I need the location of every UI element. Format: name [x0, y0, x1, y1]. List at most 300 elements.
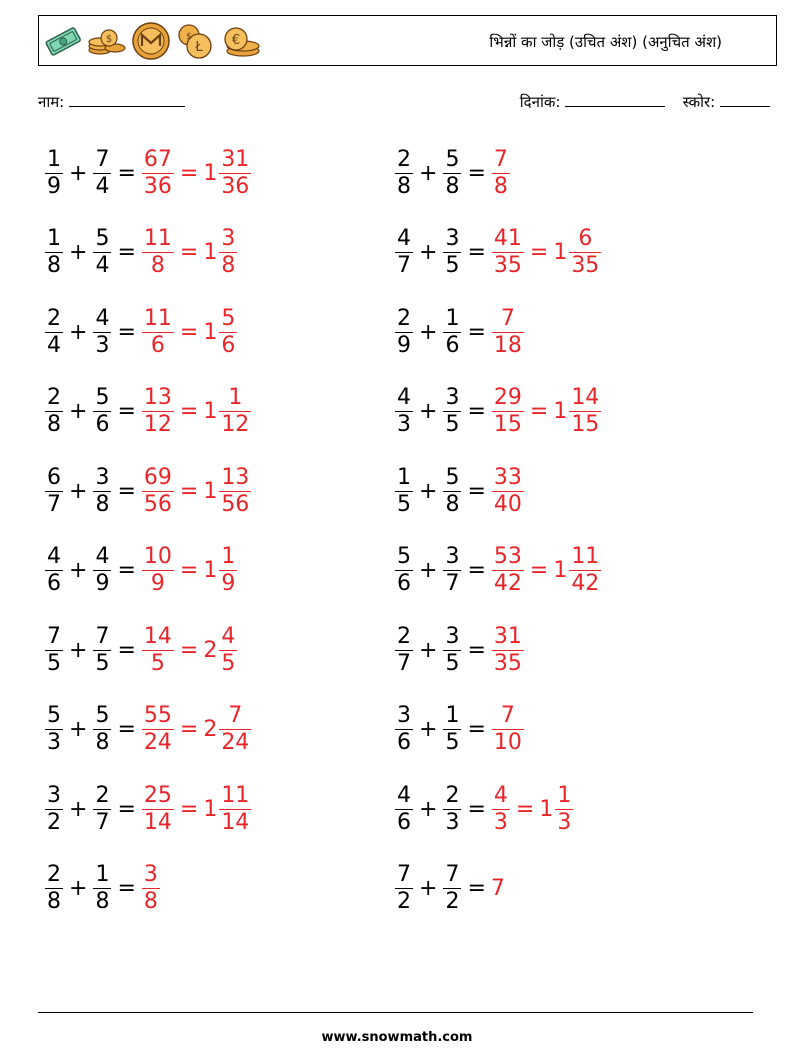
denominator: 2 [397, 889, 411, 914]
euro-coin-stack-icon [219, 24, 263, 58]
denominator: 5 [95, 650, 110, 676]
denominator: 9 [221, 571, 236, 596]
whole-number-answer: 7 [490, 876, 505, 901]
mixed-fraction-part [219, 783, 251, 836]
denominator: 8 [445, 173, 460, 199]
improper-fraction-answer [142, 703, 174, 756]
numerator: 3 [397, 703, 411, 728]
mixed-fraction-part [219, 703, 251, 756]
numerator: 31 [221, 146, 250, 172]
date-label: दिनांक: [519, 93, 561, 111]
denominator: 9 [47, 173, 61, 199]
denominator: 6 [47, 571, 61, 596]
plus-sign: + [69, 478, 88, 504]
answer [141, 385, 252, 438]
mixed-fraction-part [219, 465, 251, 518]
numerator: 67 [143, 146, 172, 172]
name-field [38, 92, 185, 112]
numerator: 4 [493, 782, 508, 808]
equals-sign: = [515, 796, 535, 822]
addend-fraction [93, 544, 111, 597]
answer [491, 624, 525, 677]
numerator: 4 [397, 226, 411, 251]
denominator: 12 [143, 412, 172, 437]
mixed-fraction-part [569, 385, 601, 438]
answer [141, 703, 252, 756]
addend-fraction [93, 862, 111, 915]
denominator: 7 [397, 253, 411, 278]
problem-15 [44, 698, 252, 762]
date-score-fields [520, 92, 770, 112]
denominator: 6 [397, 571, 411, 596]
addend-fraction [443, 385, 461, 438]
date-blank[interactable] [565, 92, 665, 107]
plus-sign: + [419, 160, 438, 186]
problem-9 [44, 459, 252, 523]
improper-fraction-answer [142, 862, 160, 915]
problem-20 [394, 857, 505, 921]
numerator: 11 [143, 305, 172, 331]
svg-text:Ł: Ł [195, 40, 203, 55]
improper-fraction-answer [142, 226, 174, 279]
plus-sign: + [419, 319, 438, 345]
equals-sign: = [179, 558, 199, 583]
denominator: 9 [397, 332, 411, 358]
mixed-fraction-part [219, 306, 237, 359]
problem-18 [394, 777, 574, 841]
problem-11 [44, 539, 238, 603]
denominator: 18 [493, 332, 522, 358]
equals-sign: = [179, 796, 199, 822]
improper-fraction-answer [142, 306, 174, 359]
footer-divider [38, 1012, 753, 1013]
score-label: स्कोर: [682, 93, 716, 111]
numerator: 2 [95, 782, 110, 808]
denominator: 56 [143, 491, 172, 517]
denominator: 8 [397, 173, 411, 199]
mixed-fraction-part [219, 147, 251, 200]
answer [491, 544, 602, 597]
denominator: 8 [221, 253, 236, 278]
answer [141, 226, 238, 279]
problem-10 [394, 459, 525, 523]
equals-sign: = [467, 240, 486, 265]
addend-fraction [443, 862, 461, 915]
worksheet-title: भिन्नों का जोड़ (उचित अंश) (अनुचित अंश) [489, 33, 722, 51]
equals-sign: = [467, 717, 486, 742]
improper-fraction-answer [142, 147, 174, 200]
numerator: 6 [578, 226, 593, 251]
improper-fraction-answer [492, 306, 524, 359]
problem-7 [44, 380, 252, 444]
coin-stack-icon [87, 26, 127, 56]
problem-2 [394, 141, 511, 205]
addend-fraction [443, 465, 461, 518]
answer [141, 783, 252, 836]
whole-part: 1 [553, 558, 568, 583]
numerator: 25 [143, 782, 172, 808]
numerator: 4 [47, 544, 61, 569]
denominator: 4 [47, 332, 61, 358]
footer-url: www.snowmath.com [321, 1030, 473, 1045]
plus-sign: + [419, 478, 438, 504]
problem-17 [44, 777, 252, 841]
plus-sign: + [69, 876, 88, 901]
denominator: 5 [150, 650, 165, 676]
denominator: 36 [221, 173, 250, 199]
numerator: 14 [571, 385, 600, 410]
denominator: 6 [150, 332, 165, 358]
denominator: 6 [95, 412, 110, 437]
numerator: 7 [95, 623, 110, 649]
numerator: 3 [47, 782, 61, 808]
plus-sign: + [69, 717, 88, 742]
numerator: 5 [445, 146, 460, 172]
denominator: 36 [143, 173, 172, 199]
equals-sign: = [117, 717, 136, 742]
mixed-fraction-part [555, 783, 573, 836]
numerator: 31 [493, 623, 522, 649]
numerator: 53 [493, 544, 522, 569]
answer [491, 783, 574, 836]
plus-sign: + [419, 399, 438, 424]
mixed-fraction-part [569, 544, 601, 597]
numerator: 13 [221, 464, 250, 490]
denominator: 8 [47, 889, 61, 914]
plus-sign: + [69, 160, 88, 186]
numerator: 7 [500, 703, 515, 728]
answer [141, 465, 252, 518]
numerator: 33 [493, 464, 522, 490]
problem-8 [394, 380, 602, 444]
equals-sign: = [529, 399, 549, 424]
improper-fraction-answer [492, 226, 524, 279]
addend-fraction [443, 703, 461, 756]
answer [141, 306, 238, 359]
svg-text:$: $ [186, 32, 192, 42]
equals-sign: = [529, 558, 549, 583]
worksheet-header [38, 15, 777, 66]
addend-fraction [93, 703, 111, 756]
denominator: 2 [47, 809, 61, 835]
numerator: 1 [397, 464, 411, 490]
addend-fraction [45, 226, 63, 279]
mixed-fraction-part [219, 226, 237, 279]
addend-fraction [395, 703, 413, 756]
numerator: 3 [445, 226, 460, 251]
denominator: 3 [445, 809, 460, 835]
numerator: 2 [445, 782, 460, 808]
equals-sign: = [179, 478, 199, 504]
equals-sign: = [117, 240, 136, 265]
denominator: 15 [571, 412, 600, 437]
denominator: 8 [47, 253, 61, 278]
mixed-fraction-part [569, 226, 601, 279]
numerator: 14 [143, 623, 172, 649]
numerator: 3 [221, 226, 236, 251]
mixed-fraction-part [219, 624, 237, 677]
answer [491, 147, 511, 200]
equals-sign: = [179, 399, 199, 424]
numerator: 11 [221, 782, 250, 808]
numerator: 1 [47, 226, 61, 251]
answer [491, 226, 602, 279]
plus-sign: + [69, 558, 88, 583]
plus-sign: + [69, 796, 88, 822]
addend-fraction [395, 465, 413, 518]
denominator: 56 [221, 491, 250, 517]
numerator: 1 [445, 703, 460, 728]
problem-13 [44, 618, 238, 682]
plus-sign: + [419, 796, 438, 822]
denominator: 8 [445, 491, 460, 517]
numerator: 5 [95, 226, 110, 251]
problem-19 [44, 857, 161, 921]
numerator: 4 [95, 305, 110, 331]
numerator: 7 [228, 703, 243, 728]
denominator: 8 [493, 173, 508, 199]
denominator: 14 [221, 809, 250, 835]
numerator: 5 [95, 385, 110, 410]
denominator: 24 [143, 730, 172, 755]
numerator: 5 [95, 703, 110, 728]
equals-sign: = [179, 240, 199, 265]
improper-fraction-answer [142, 624, 174, 677]
numerator: 5 [221, 305, 236, 331]
whole-part: 1 [203, 240, 218, 265]
numerator: 7 [493, 146, 508, 172]
denominator: 35 [493, 650, 522, 676]
denominator: 12 [221, 412, 250, 437]
addend-fraction [45, 465, 63, 518]
answer [491, 876, 505, 901]
numerator: 7 [95, 146, 110, 172]
denominator: 5 [221, 650, 236, 676]
improper-fraction-answer [142, 465, 174, 518]
numerator: 1 [221, 544, 236, 569]
addend-fraction [45, 862, 63, 915]
denominator: 42 [493, 571, 522, 596]
answer [491, 385, 602, 438]
denominator: 8 [47, 412, 61, 437]
addend-fraction [443, 306, 461, 359]
equals-sign: = [179, 637, 199, 663]
addend-fraction [443, 544, 461, 597]
denominator: 42 [571, 571, 600, 596]
addend-fraction [93, 783, 111, 836]
numerator: 55 [143, 703, 172, 728]
equals-sign: = [467, 876, 486, 901]
equals-sign: = [467, 399, 486, 424]
equals-sign: = [117, 160, 136, 186]
addend-fraction [45, 147, 63, 200]
denominator: 3 [557, 809, 572, 835]
answer [491, 306, 525, 359]
denominator: 5 [445, 730, 460, 755]
numerator: 5 [47, 703, 61, 728]
problem-12 [394, 539, 602, 603]
addend-fraction [443, 226, 461, 279]
addend-fraction [45, 544, 63, 597]
problem-3 [44, 221, 238, 285]
whole-part: 1 [539, 796, 554, 822]
numerator: 2 [47, 385, 61, 410]
denominator: 5 [445, 253, 460, 278]
addend-fraction [395, 385, 413, 438]
plus-sign: + [419, 717, 438, 742]
denominator: 2 [445, 889, 460, 914]
answer [491, 465, 525, 518]
header-icons [43, 20, 263, 62]
plus-sign: + [419, 558, 438, 583]
svg-text:€: € [231, 33, 241, 48]
addend-fraction [93, 385, 111, 438]
banknote-icon [43, 26, 83, 56]
plus-sign: + [419, 240, 438, 265]
improper-fraction-answer [492, 544, 524, 597]
plus-sign: + [419, 876, 438, 901]
answer [491, 703, 525, 756]
equals-sign: = [467, 558, 486, 583]
numerator: 1 [47, 146, 61, 172]
mixed-fraction-part [219, 544, 237, 597]
plus-sign: + [69, 637, 88, 663]
improper-fraction-answer [492, 465, 524, 518]
answer [141, 544, 238, 597]
addend-fraction [395, 862, 413, 915]
addend-fraction [443, 783, 461, 836]
equals-sign: = [117, 558, 136, 583]
addend-fraction [93, 306, 111, 359]
numerator: 29 [493, 385, 522, 410]
whole-part: 1 [203, 558, 218, 583]
denominator: 8 [95, 889, 110, 914]
numerator: 7 [47, 623, 61, 649]
addend-fraction [45, 624, 63, 677]
whole-part: 1 [203, 796, 218, 822]
denominator: 7 [445, 571, 460, 596]
improper-fraction-answer [492, 147, 510, 200]
equals-sign: = [117, 876, 136, 901]
equals-sign: = [179, 717, 199, 742]
numerator: 6 [47, 464, 61, 490]
numerator: 3 [143, 862, 158, 887]
improper-fraction-answer [492, 624, 524, 677]
denominator: 5 [47, 650, 61, 676]
addend-fraction [395, 306, 413, 359]
numerator: 41 [493, 226, 522, 251]
denominator: 4 [95, 173, 110, 199]
plus-sign: + [69, 399, 88, 424]
numerator: 13 [143, 385, 172, 410]
denominator: 8 [143, 889, 158, 914]
numerator: 2 [47, 862, 61, 887]
denominator: 5 [445, 412, 460, 437]
problem-6 [394, 300, 525, 364]
denominator: 3 [493, 809, 508, 835]
addend-fraction [45, 703, 63, 756]
addend-fraction [93, 465, 111, 518]
denominator: 8 [95, 730, 110, 755]
denominator: 8 [150, 253, 165, 278]
denominator: 10 [493, 730, 522, 755]
svg-text:$: $ [105, 34, 113, 45]
numerator: 4 [95, 544, 110, 569]
whole-part: 1 [553, 399, 568, 424]
addend-fraction [45, 783, 63, 836]
denominator: 6 [445, 332, 460, 358]
denominator: 24 [221, 730, 250, 755]
denominator: 35 [493, 253, 522, 278]
denominator: 35 [571, 253, 600, 278]
numerator: 7 [500, 305, 515, 331]
equals-sign: = [467, 637, 486, 663]
denominator: 3 [397, 412, 411, 437]
denominator: 15 [493, 412, 522, 437]
denominator: 4 [95, 253, 110, 278]
name-label: नाम: [38, 93, 65, 111]
equals-sign: = [179, 319, 199, 345]
addend-fraction [395, 544, 413, 597]
denominator: 7 [95, 809, 110, 835]
denominator: 3 [47, 730, 61, 755]
denominator: 9 [150, 571, 165, 596]
numerator: 7 [445, 862, 460, 887]
addend-fraction [395, 624, 413, 677]
improper-fraction-answer [142, 544, 174, 597]
whole-part: 1 [553, 240, 568, 265]
numerator: 3 [445, 385, 460, 410]
equals-sign: = [117, 796, 136, 822]
numerator: 5 [397, 544, 411, 569]
score-blank[interactable] [720, 92, 770, 107]
equals-sign: = [179, 160, 199, 186]
numerator: 2 [397, 623, 411, 649]
whole-part: 2 [203, 637, 218, 663]
plus-sign: + [69, 319, 88, 345]
denominator: 7 [47, 491, 61, 517]
equals-sign: = [467, 478, 486, 504]
denominator: 7 [397, 650, 411, 676]
numerator: 1 [95, 862, 110, 887]
numerator: 3 [445, 623, 460, 649]
numerator: 11 [143, 226, 172, 251]
addend-fraction [443, 147, 461, 200]
numerator: 11 [571, 544, 600, 569]
numerator: 3 [445, 544, 460, 569]
whole-part: 1 [203, 478, 218, 504]
denominator: 14 [143, 809, 172, 835]
litecoin-coins-icon [175, 21, 215, 61]
equals-sign: = [117, 399, 136, 424]
improper-fraction-answer [142, 385, 174, 438]
denominator: 9 [95, 571, 110, 596]
addend-fraction [93, 624, 111, 677]
addend-fraction [93, 147, 111, 200]
equals-sign: = [117, 319, 136, 345]
denominator: 5 [445, 650, 460, 676]
addend-fraction [45, 306, 63, 359]
improper-fraction-answer [142, 783, 174, 836]
name-blank[interactable] [69, 92, 185, 107]
addend-fraction [443, 624, 461, 677]
numerator: 4 [397, 782, 411, 808]
denominator: 40 [493, 491, 522, 517]
denominator: 3 [95, 332, 110, 358]
answer [141, 624, 238, 677]
equals-sign: = [467, 796, 486, 822]
equals-sign: = [117, 478, 136, 504]
